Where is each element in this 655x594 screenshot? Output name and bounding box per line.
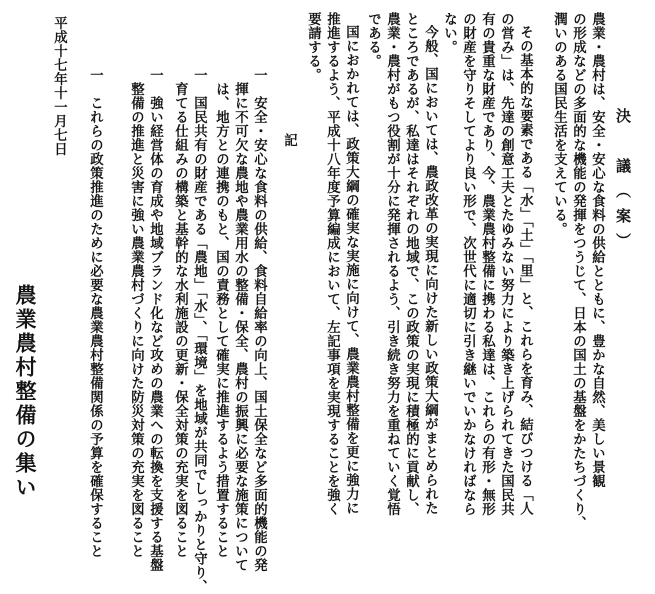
body-line: ない。: [441, 12, 457, 54]
body-line: 今般、国においては、農政改革の実現に向けた新しい政策大綱がまとめられた: [422, 25, 438, 515]
body-line: 農業・農村がもつ役割が十分に発揮されるよう、引き続き努力を重ねていく覚悟: [384, 12, 400, 516]
body-line: 有の貴重な財産であり、今、農業農村整備に携わる私達は、これらの有形・無形: [479, 12, 495, 516]
body-line: である。: [365, 12, 381, 68]
body-line: その基本的な要素である「水」「土」「里」と、これらを育み、結びつける「人: [517, 25, 533, 516]
item-line: 一 強い経営体の育成や地域ブランド化など攻めの農業への転換を支援する基盤: [147, 68, 163, 572]
ki-heading: 記: [281, 133, 297, 147]
body-line: 国におかれては、政策大綱の確実な実施に向けて、農業農村整備を更に強力に: [343, 25, 359, 515]
item-line: 揮に不可欠な農地や農業用水の整備・保全、農村の振興に必要な施策について: [232, 68, 248, 572]
document-title: 決 議（案）: [614, 108, 632, 258]
item-line: 一 安全・安心な食料の供給、食料自給率の向上、国土保全など多面的機能の発: [251, 68, 267, 572]
item-line: は、地方との連携のもと、国の責務として確実に推進するよう措置すること: [213, 68, 229, 558]
body-line: 農業・農村は、安全・安心な食料の供給とともに、豊かな自然、美しい景観: [589, 12, 605, 488]
body-line: 推進するよう、平成十八年度予算編成において、左記事項を実現することを強く: [324, 12, 340, 516]
body-line: の営み」は、先達の創意工夫とたゆみない努力により築き上げられてきた国民共: [498, 12, 514, 516]
organization-name: 農業農村整備の集い: [13, 284, 37, 500]
document-date: 平成十七年十一月七日: [51, 16, 67, 156]
item-line: 一 国民共有の財産である「農地」「水」、「環境」を地域が共同でしっかりと守り、: [191, 68, 207, 594]
body-line: 要請する。: [305, 12, 321, 82]
body-line: の形成などの多面的な機能の発揮をつうじて、日本の国土の基盤をかたちづくり、: [570, 12, 586, 530]
item-line: 整備の推進と災害に強い農業農村づくりに向けた防災対策の充実を図ること: [128, 68, 144, 558]
item-line: 育てる仕組みの構築と基幹的な水利施設の更新・保全対策の充実を図ること: [172, 68, 188, 558]
body-line: 潤いのある国民生活を支えている。: [551, 12, 567, 236]
body-line: の財産を守りそしてより良い形で、次世代に適切に引き継いでいかなければなら: [460, 12, 476, 516]
item-line: 一 これらの政策推進のために必要な農業農村整備関係の予算を確保すること: [87, 68, 103, 558]
body-line: ところであるが、私達はそれぞれの地域で、この政策の実現に積極的に貢献し、: [403, 12, 419, 516]
